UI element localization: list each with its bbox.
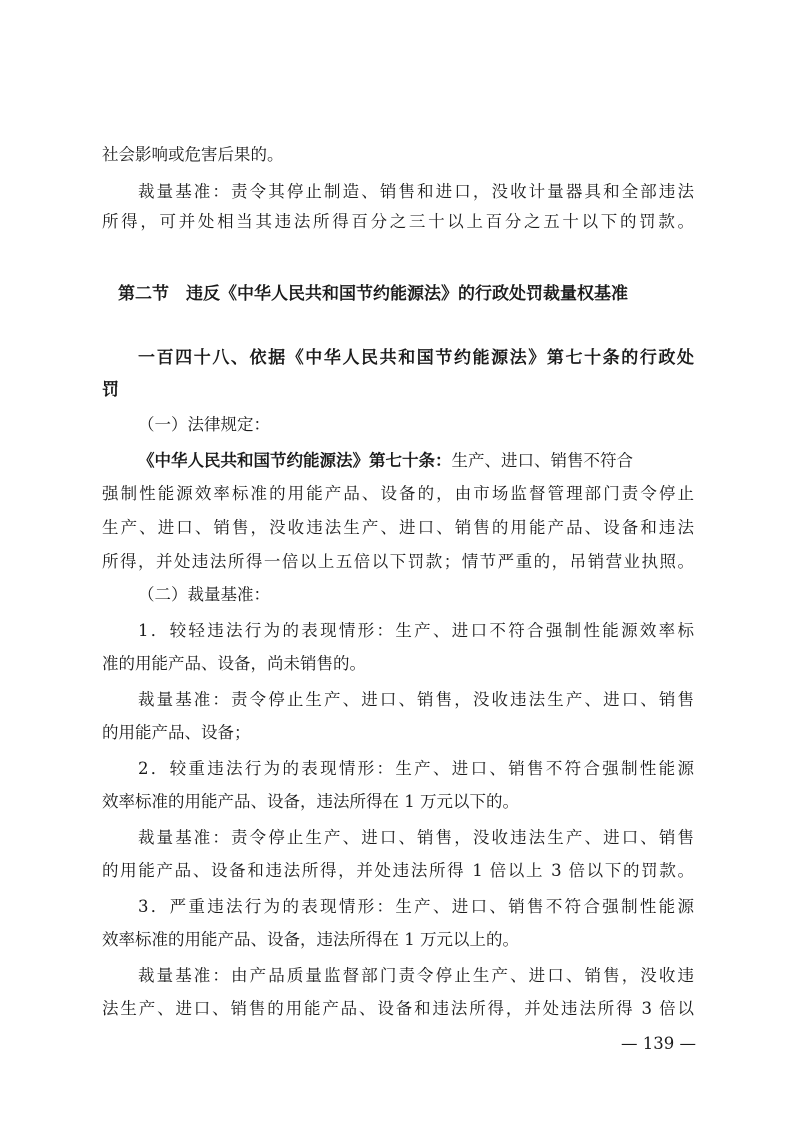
paragraph-line: 1．较轻违法行为的表现情形：生产、进口不符合强制性能源效率标 (138, 621, 694, 640)
paragraph-line: 所得，可并处相当其违法所得百分之三十以上百分之五十以下的罚款。 (102, 212, 694, 231)
section-heading: 第二节 违反《中华人民共和国节约能源法》的行政处罚裁量权基准 (118, 284, 628, 304)
article-heading: 一百四十八、依据《中华人民共和国节约能源法》第七十条的行政处 (138, 348, 694, 368)
paragraph-line: 所得，并处违法所得一倍以上五倍以下罚款；情节严重的，吊销营业执照。 (102, 552, 694, 571)
paragraph-line: 效率标准的用能产品、设备，违法所得在 1 万元以上的。 (102, 930, 519, 949)
paragraph-line: 法生产、进口、销售的用能产品、设备和违法所得，并处违法所得 3 倍以 (102, 999, 694, 1018)
paragraph-line: 裁量基准：责令停止生产、进口、销售，没收违法生产、进口、销售 (138, 828, 694, 847)
law-text: 生产、进口、销售不符合 (451, 451, 633, 470)
paragraph-line: 裁量基准：由产品质量监督部门责令停止生产、进口、销售，没收违 (138, 966, 694, 985)
law-citation-line (138, 449, 694, 473)
subsection-label: （二）裁量基准： (138, 585, 270, 604)
subsection-label: （一）法律规定： (138, 415, 270, 434)
paragraph-line: 裁量基准：责令停止生产、进口、销售，没收违法生产、进口、销售 (138, 690, 694, 709)
page-number: — 139 — (621, 1034, 696, 1053)
paragraph-line: 效率标准的用能产品、设备，违法所得在 1 万元以下的。 (102, 792, 519, 811)
paragraph-line: 3．严重违法行为的表现情形：生产、进口、销售不符合强制性能源 (138, 897, 694, 916)
article-heading-continued: 罚 (102, 380, 119, 400)
paragraph-line: 裁量基准：责令其停止制造、销售和进口，没收计量器具和全部违法 (138, 182, 694, 201)
paragraph-line: 社会影响或危害后果的。 (102, 145, 284, 164)
law-citation: 《中华人民共和国节约能源法》第七十条： (138, 451, 452, 470)
paragraph-line: 强制性能源效率标准的用能产品、设备的，由市场监督管理部门责令停止 (102, 484, 694, 503)
paragraph-line: 的用能产品、设备和违法所得，并处违法所得 1 倍以上 3 倍以下的罚款。 (102, 861, 694, 880)
paragraph-line: 2．较重违法行为的表现情形：生产、进口、销售不符合强制性能源 (138, 759, 694, 778)
paragraph-line: 准的用能产品、设备，尚未销售的。 (102, 654, 366, 673)
paragraph-line: 生产、进口、销售，没收违法生产、进口、销售的用能产品、设备和违法 (102, 518, 694, 537)
paragraph-line: 的用能产品、设备； (102, 723, 251, 742)
